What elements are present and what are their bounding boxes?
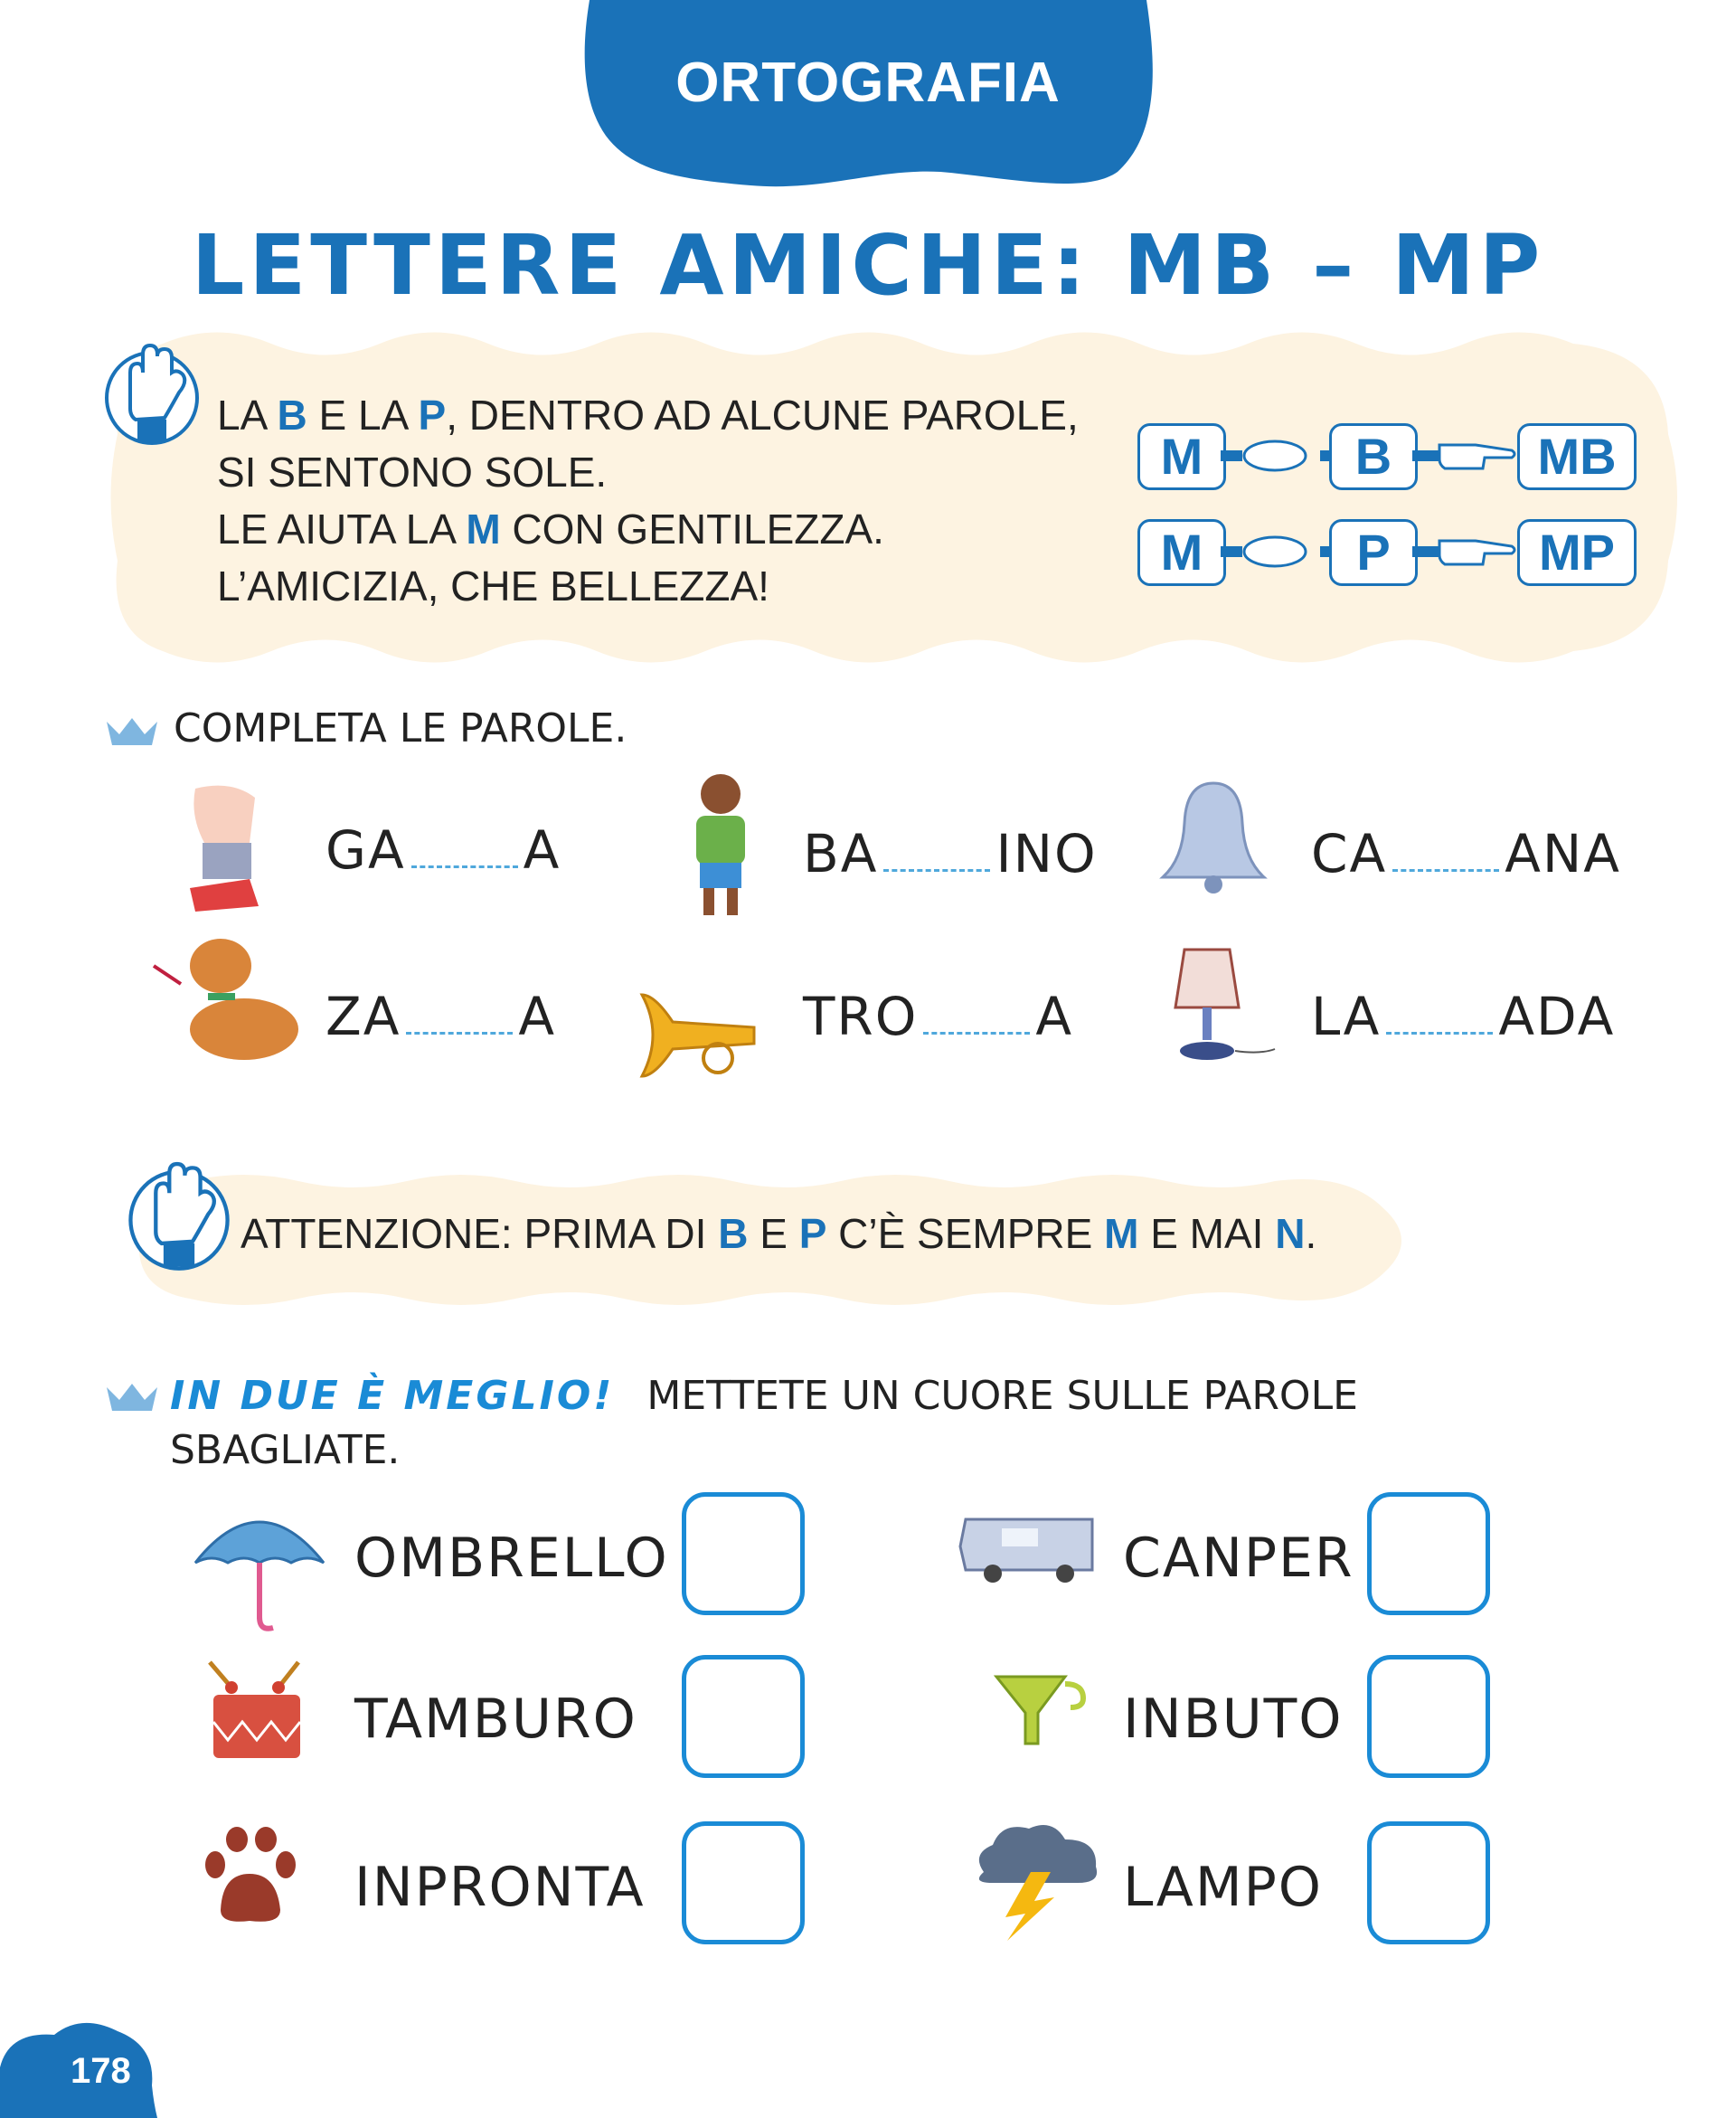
combo-2-first: M	[1137, 519, 1226, 586]
camper-icon	[957, 1510, 1101, 1586]
rule-text	[217, 387, 1139, 615]
bell-icon	[1159, 778, 1268, 895]
answer-checkbox[interactable]	[682, 1655, 805, 1778]
exercise-1-word: ZA A	[326, 986, 557, 1047]
crown-icon	[105, 1380, 159, 1413]
page-number: 178	[71, 2051, 131, 2091]
answer-checkbox[interactable]	[1367, 1655, 1490, 1778]
funnel-icon	[993, 1671, 1090, 1747]
attention-text: ATTENZIONE: PRIMA DI B E P C’È SEMPRE M E MAI N.	[241, 1210, 1317, 1257]
pointing-hand-icon	[1412, 438, 1521, 474]
leg-icon	[177, 780, 277, 915]
combo-2-second: P	[1329, 519, 1418, 586]
trumpet-icon	[637, 986, 760, 1083]
umbrella-icon	[190, 1490, 329, 1635]
word-label: CANPER	[1123, 1527, 1354, 1590]
page-title: LETTERE AMICHE: MB – MP	[191, 217, 1545, 314]
word-label: INBUTO	[1123, 1688, 1344, 1751]
combo-1-first: M	[1137, 423, 1226, 490]
word-label: OMBRELLO	[354, 1527, 669, 1590]
teamwork-badge: IN DUE È MEGLIO!	[170, 1373, 615, 1419]
answer-checkbox[interactable]	[682, 1492, 805, 1615]
blank-input[interactable]	[1386, 1025, 1493, 1035]
word-label: LAMPO	[1123, 1856, 1324, 1919]
section-label: ORTOGRAFIA	[675, 52, 1061, 114]
lamp-icon	[1170, 944, 1282, 1071]
combo-1-result: MB	[1517, 423, 1637, 490]
letter-combos	[1137, 423, 1635, 586]
rule-line-3: LE AIUTA LA M CON GENTILEZZA.	[217, 506, 884, 553]
dog-paw-icon	[145, 930, 311, 1065]
answer-checkbox[interactable]	[682, 1821, 805, 1944]
combo-1-second: B	[1329, 423, 1418, 490]
rule-line-1: LA B E LA P, DENTRO AD ALCUNE PAROLE,	[217, 392, 1079, 439]
exercise-1-word: BA INO	[803, 823, 1098, 884]
answer-checkbox[interactable]	[1367, 1492, 1490, 1615]
exercise-1-instruction: COMPLETA LE PAROLE.	[174, 705, 627, 752]
drum-icon	[204, 1655, 307, 1763]
exercise-1-word: TRO A	[803, 986, 1074, 1047]
exercise-1-word: LA ADA	[1311, 986, 1616, 1047]
rule-line-2: SI SENTONO SOLE.	[217, 449, 608, 496]
word-label: TAMBURO	[354, 1688, 637, 1751]
combo-2-result: MP	[1517, 519, 1637, 586]
hand-stop-icon	[125, 1154, 233, 1281]
exercise-2-instruction-line2: SBAGLIATE.	[170, 1427, 401, 1473]
rule-line-4: L’AMICIZIA, CHE BELLEZZA!	[217, 563, 769, 610]
child-icon	[680, 767, 761, 921]
pointing-hand-icon	[1412, 534, 1521, 570]
blank-input[interactable]	[411, 858, 518, 868]
word-label: INPRONTA	[354, 1856, 646, 1919]
blank-input[interactable]	[1392, 862, 1499, 872]
hand-stop-icon	[101, 336, 203, 454]
exercise-1-word: CA ANA	[1311, 823, 1621, 884]
exercise-1-word: GA A	[326, 819, 561, 881]
blank-input[interactable]	[406, 1025, 513, 1035]
paw-print-icon	[203, 1827, 297, 1926]
answer-checkbox[interactable]	[1367, 1821, 1490, 1944]
exercise-2-instruction: IN DUE È MEGLIO! METTETE UN CUORE SULLE PAROLE	[170, 1373, 1358, 1419]
lightning-icon	[966, 1818, 1105, 1944]
crown-icon	[105, 714, 159, 747]
blank-input[interactable]	[883, 862, 990, 872]
blank-input[interactable]	[923, 1025, 1030, 1035]
